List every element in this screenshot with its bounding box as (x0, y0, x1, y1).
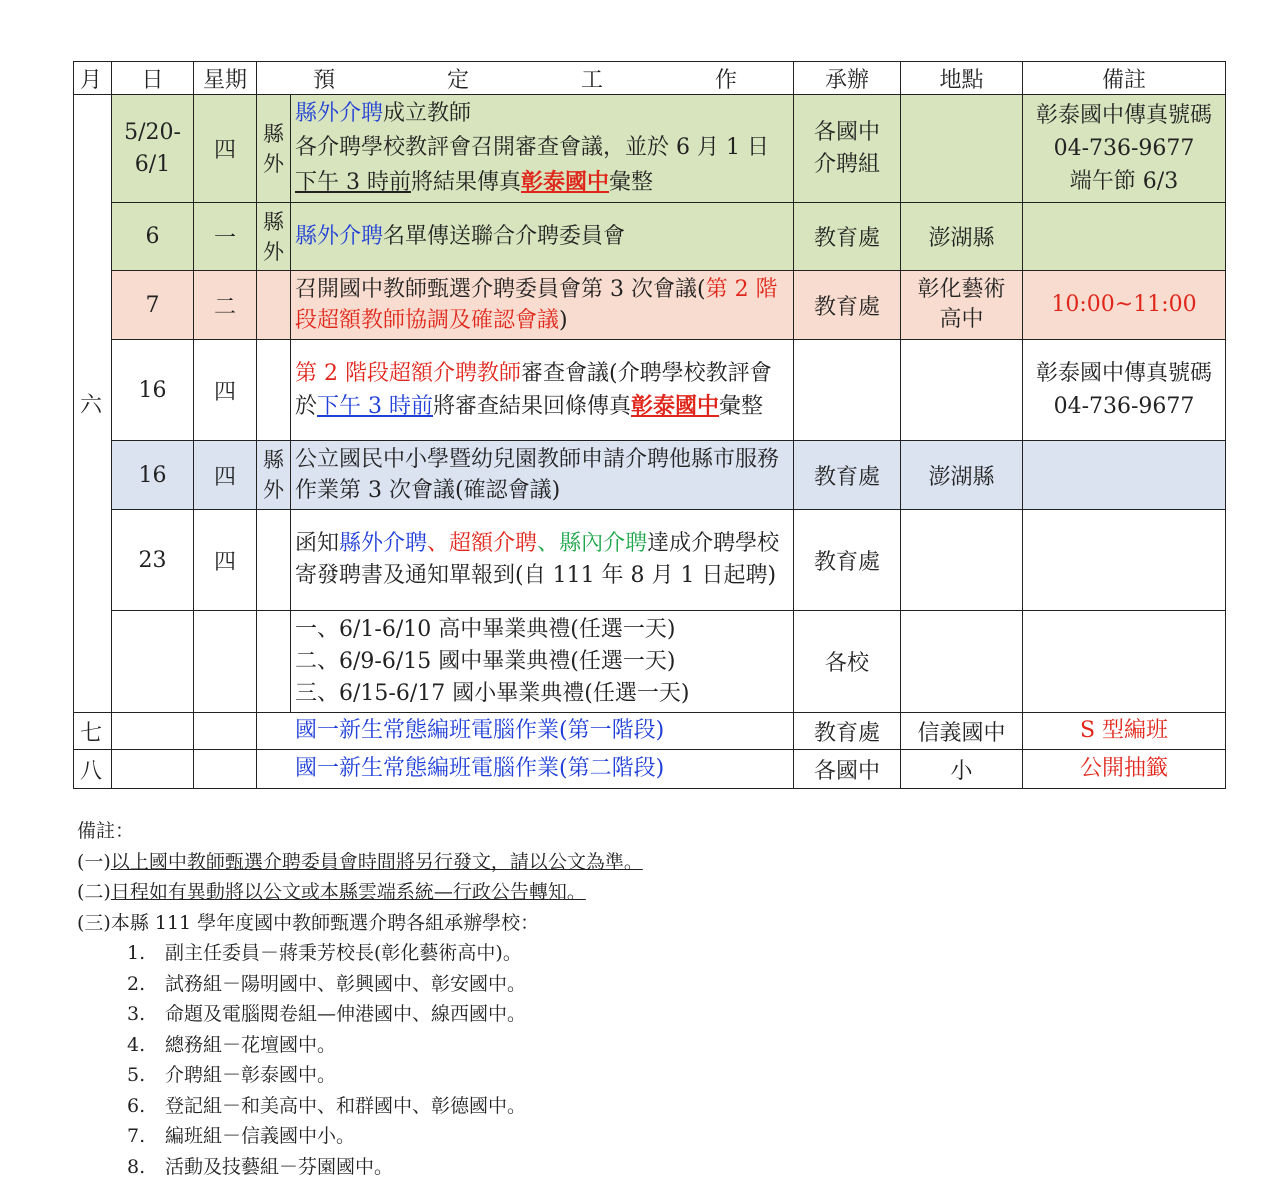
header-org: 承辦 (794, 62, 901, 95)
org-cell: 教育處 (794, 713, 901, 750)
date-cell: 23 (112, 510, 194, 611)
graduation-line: 三、6/15-6/17 國小畢業典禮(任選一天) (295, 680, 690, 706)
weekday-cell (194, 611, 257, 713)
note-line: (一)以上國中教師甄選介聘委員會時間將另行發文，請以公文為準。 (77, 850, 643, 873)
place-cell: 信義國中 (901, 713, 1023, 750)
list-item: 4. 總務組－花壇國中。 (127, 1033, 337, 1056)
date-cell (112, 750, 194, 789)
table-row (74, 203, 1226, 271)
work-cell: 縣外介聘成立教師 各介聘學校教評會召開審查會議，並於 6 月 1 日下午 3 時前將結果傳真彰泰國中彙整 (291, 95, 794, 203)
month-cell-august: 八 (74, 750, 112, 789)
header-work: 預 定 工 作 (257, 62, 794, 95)
scope-tag-cell: 縣外 (257, 95, 291, 203)
place-cell (901, 510, 1023, 611)
list-item: 8. 活動及技藝組－芬園國中。 (127, 1155, 394, 1178)
work-cell: 第 2 階段超額介聘教師審查會議(介聘學校教評會於下午 3 時前將審查結果回條傳真彰泰國中彙整 (291, 340, 794, 441)
notes-cell (1023, 441, 1226, 510)
weekday-cell: 一 (194, 203, 257, 271)
date-cell (112, 713, 194, 750)
graduation-line: 二、6/9-6/15 國中畢業典禮(任選一天) (295, 648, 676, 674)
scope-tag-cell: 縣外 (257, 441, 291, 510)
org-cell: 各國中 介聘組 (794, 95, 901, 203)
notes-cell: S 型編班 (1023, 713, 1226, 750)
table-row (74, 340, 1226, 441)
notes-cell (1023, 203, 1226, 271)
place-cell (901, 340, 1023, 441)
notes-section (77, 816, 643, 1182)
place-cell (901, 95, 1023, 203)
list-item: 1. 副主任委員－蔣秉芳校長(彰化藝術高中)。 (127, 942, 522, 964)
header-day: 日 (112, 62, 194, 95)
weekday-cell (194, 750, 257, 789)
org-cell: 教育處 (794, 510, 901, 611)
table-row (74, 750, 1226, 789)
scope-tag-cell (257, 340, 291, 441)
scope-tag-cell (257, 611, 291, 713)
weekday-cell: 四 (194, 510, 257, 611)
work-cell: 公立國民中小學暨幼兒園教師申請介聘他縣市服務作業第 3 次會議(確認會議) (291, 441, 794, 510)
notes-cell (1023, 611, 1226, 713)
work-cell: 國一新生常態編班電腦作業(第一階段) (257, 713, 794, 750)
notes-title: 備註： (77, 820, 135, 842)
list-item: 2. 試務組－陽明國中、彰興國中、彰安國中。 (127, 972, 527, 995)
table-row (74, 510, 1226, 611)
table-row (74, 441, 1226, 510)
header-notes: 備註 (1023, 62, 1226, 95)
org-cell (794, 340, 901, 441)
scope-tag-cell: 縣外 (257, 203, 291, 271)
table-row (74, 271, 1226, 340)
work-cell (291, 611, 794, 713)
notes-cell (1023, 510, 1226, 611)
work-cell: 函知縣外介聘、超額介聘、縣內介聘達成介聘學校寄發聘書及通知單報到(自 111 年 8 月 1 日起聘) (291, 510, 794, 611)
place-cell (901, 611, 1023, 713)
date-cell: 7 (112, 271, 194, 340)
work-cell: 縣外介聘名單傳送聯合介聘委員會 (291, 203, 794, 271)
header-month: 月 (74, 62, 112, 95)
place-cell: 澎湖縣 (901, 441, 1023, 510)
weekday-cell: 四 (194, 441, 257, 510)
note-line: (三)本縣 111 學年度國中教師甄選介聘各組承辦學校： (77, 911, 540, 934)
place-cell: 彰化藝術 高中 (901, 271, 1023, 340)
org-cell: 各國中 (794, 750, 901, 789)
table-row (74, 611, 1226, 713)
weekday-cell: 四 (194, 340, 257, 441)
list-item: 5. 介聘組－彰泰國中。 (127, 1064, 337, 1086)
list-item: 3. 命題及電腦閱卷組—伸港國中、線西國中。 (127, 1003, 527, 1025)
date-cell: 16 (112, 340, 194, 441)
header-weekday: 星期 (194, 62, 257, 95)
date-cell (112, 611, 194, 713)
list-item: 6. 登記組－和美高中、和群國中、彰德國中。 (127, 1094, 527, 1117)
month-cell-july: 七 (74, 713, 112, 750)
org-cell: 教育處 (794, 271, 901, 340)
place-cell: 澎湖縣 (901, 203, 1023, 271)
work-cell: 國一新生常態編班電腦作業(第二階段) (257, 750, 794, 789)
weekday-cell: 四 (194, 95, 257, 203)
table-row (74, 95, 1226, 203)
place-cell: 小 (901, 750, 1023, 789)
org-cell: 教育處 (794, 203, 901, 271)
schedule-table (73, 61, 1226, 789)
work-cell: 召開國中教師甄選介聘委員會第 3 次會議(第 2 階段超額教師協調及確認會議) (291, 271, 794, 340)
list-item: 7. 編班組－信義國中小。 (127, 1125, 356, 1147)
notes-cell: 公開抽籤 (1023, 750, 1226, 789)
date-cell: 16 (112, 441, 194, 510)
header-row (74, 62, 1226, 95)
org-cell: 各校 (794, 611, 901, 713)
org-cell: 教育處 (794, 441, 901, 510)
weekday-cell (194, 713, 257, 750)
month-cell-june: 六 (74, 95, 112, 713)
notes-cell: 10:00~11:00 (1023, 271, 1226, 340)
scope-tag-cell (257, 510, 291, 611)
notes-cell: 彰泰國中傳真號碼 04-736-9677 端午節 6/3 (1023, 95, 1226, 203)
date-cell: 6 (112, 203, 194, 271)
header-place: 地點 (901, 62, 1023, 95)
notes-cell: 彰泰國中傳真號碼 04-736-9677 (1023, 340, 1226, 441)
weekday-cell: 二 (194, 271, 257, 340)
table-row (74, 713, 1226, 750)
date-cell: 5/20- 6/1 (112, 95, 194, 203)
note-line: (二)日程如有異動將以公文或本縣雲端系統—行政公告轉知。 (77, 881, 586, 903)
scope-tag-cell (257, 271, 291, 340)
graduation-line: 一、6/1-6/10 高中畢業典禮(任選一天) (295, 616, 676, 642)
